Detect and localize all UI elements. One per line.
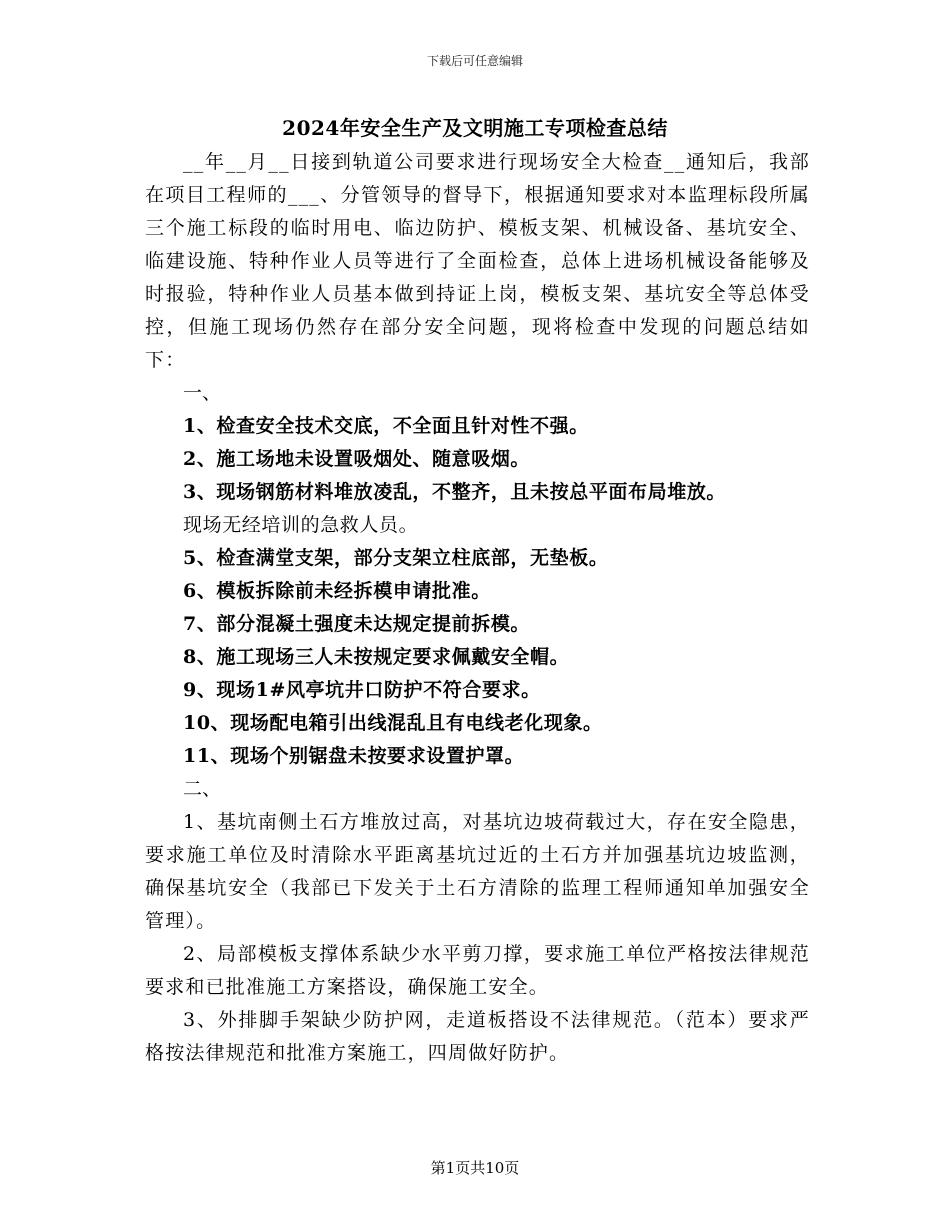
section-1-item: 6、模板拆除前未经拆模申请批准。 [183, 580, 491, 602]
section-2-heading: 二、 [183, 778, 222, 800]
section-1-item: 2、施工场地未设置吸烟处、随意吸烟。 [183, 448, 531, 470]
section-2-paragraph: 1、基坑南侧土石方堆放过高，对基坑边坡荷载过大，存在安全隐患，要求施工单位及时清除水平距离基坑过近的土石方并加强基坑边坡监测，确保基坑安全（我部已下发关于土石方清除的监理工程师通知单加强安全管理）。 [145, 811, 810, 932]
document-title: 2024年安全生产及文明施工专项检查总结 [282, 116, 668, 140]
page-number-footer: 第1页共10页 [430, 1159, 520, 1177]
section-1-item: 11、现场个别锯盘未按要求设置护罩。 [183, 745, 525, 767]
header-note: 下载后可任意编辑 [426, 54, 523, 68]
section-1-item: 5、检查满堂支架，部分支架立柱底部，无垫板。 [183, 547, 609, 569]
section-1-item: 7、部分混凝土强度未达规定提前拆模。 [183, 613, 531, 635]
section-1-item: 现场无经培训的急救人员。 [183, 514, 419, 536]
intro-paragraph: __年__月__日接到轨道公司要求进行现场安全大检查__通知后，我部在项目工程师的___、分管领导的督导下，根据通知要求对本监理标段所属三个施工标段的临时用电、临边防护、模板支架、机械设备、基坑安全、临建设施、特种作业人员等进行了全面检查，总体上进场机械设备能够及时报验，特种作业人员基本做到持证上岗，模板支架、基坑安全等总体受控，但施工现场仍然存在部分安全问题，现将检查中发现的问题总结如下： [145, 151, 810, 371]
section-1-heading: 一、 [183, 382, 222, 404]
section-2-paragraph: 3、外排脚手架缺少防护网，走道板搭设不法律规范。（范本）要求严格按法律规范和批准方案施工，四周做好防护。 [145, 1009, 810, 1064]
section-1-item: 3、现场钢筋材料堆放凌乱，不整齐，且未按总平面布局堆放。 [183, 481, 727, 503]
section-1-item: 9、现场1#风亭坑井口防护不符合要求。 [183, 679, 541, 701]
section-2-paragraph: 2、局部模板支撑体系缺少水平剪刀撑，要求施工单位严格按法律规范要求和已批准施工方案搭设，确保施工安全。 [145, 943, 810, 998]
section-1-item: 1、检查安全技术交底，不全面且针对性不强。 [183, 415, 589, 437]
section-1-item: 8、施工现场三人未按规定要求佩戴安全帽。 [183, 646, 570, 668]
document-body [145, 146, 810, 1070]
section-1-item: 10、现场配电箱引出线混乱且有电线老化现象。 [183, 712, 603, 734]
